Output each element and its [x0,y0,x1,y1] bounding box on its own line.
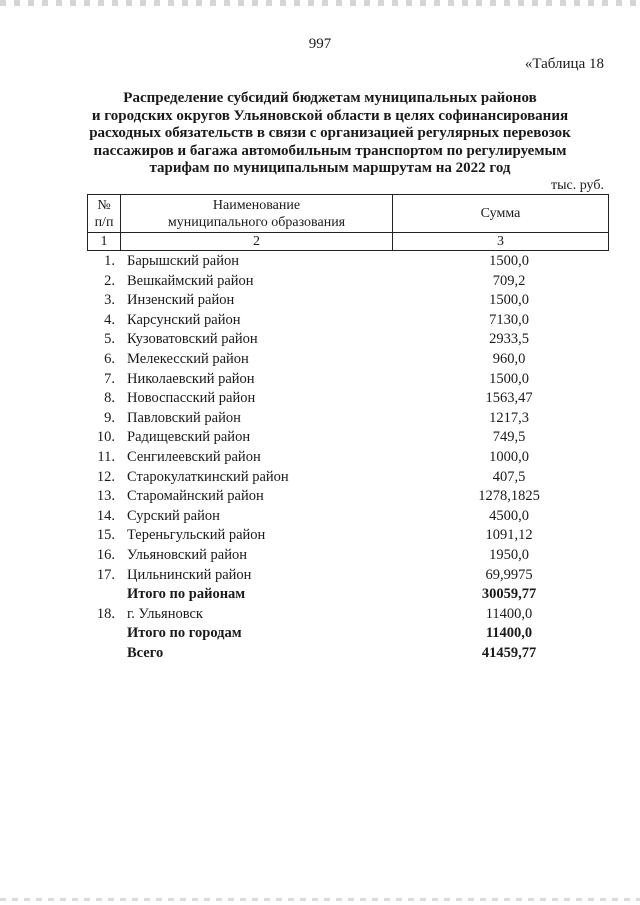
row-number: 4. [104,311,115,328]
table-row [87,330,608,350]
table-total-row [87,644,608,664]
header-number-symbol: № [97,197,111,213]
table-row [87,370,608,390]
table-row [87,468,608,488]
table-row [87,350,608,370]
row-sum: 1500,0 [489,292,529,309]
title-line: и городских округов Ульяновской области в целях софинансирования [91,107,569,124]
row-number: 15. [96,527,115,544]
row-name: Всего [127,644,164,661]
row-sum: 1278,1825 [478,488,540,505]
row-number: 7. [104,370,115,387]
row-sum: 30059,77 [481,586,537,603]
row-name: Ульяновский район [127,546,248,563]
header-cell-number [88,195,121,233]
row-number: 5. [104,331,115,348]
title-line: Распределение субсидий бюджетам муниципальных районов [123,90,537,106]
row-number: 6. [104,350,115,367]
header-name-line2: муниципального образования [167,214,346,230]
row-name: Тереньгульский район [127,527,266,544]
header-number-abbrev: п/п [94,214,114,230]
row-name: Старокулаткинский район [127,468,289,485]
table-row [87,526,608,546]
row-name: Павловский район [127,409,241,426]
row-number: 17. [96,566,115,583]
table-row [87,272,608,292]
row-name: Карсунский район [127,311,241,328]
table-row [87,605,608,625]
row-sum: 41459,77 [481,644,537,661]
title-line: расходных обязательств в связи с организацией регулярных перевозок [89,125,571,141]
row-number: 14. [96,507,115,524]
row-sum: 1563,47 [485,390,533,407]
row-number: 8. [104,390,115,407]
row-sum: 709,2 [492,272,526,289]
row-name: Кузоватовский район [127,331,258,348]
table-row [87,428,608,448]
row-number: 11. [97,448,115,465]
row-sum: 1950,0 [489,546,529,563]
table-total-row [87,585,608,605]
title-line: тарифам по муниципальным маршрутам на 2022 год [149,160,511,176]
scan-edge-bottom [0,898,640,901]
table-total-row [87,624,608,644]
row-sum: 1217,3 [489,409,529,426]
row-sum: 749,5 [492,429,526,446]
row-sum: 1000,0 [489,448,529,465]
table-row [87,487,608,507]
row-number: 13. [96,488,115,505]
row-number: 18. [96,605,115,622]
row-name: Сенгилеевский район [127,448,261,465]
row-number: 12. [96,468,115,485]
row-sum: 1500,0 [489,370,529,387]
row-sum: 2933,5 [489,331,529,348]
row-sum: 7130,0 [489,311,529,328]
header-index-1: 1 [88,233,121,251]
table-row [87,389,608,409]
page-number: 997 [308,36,332,52]
row-name: Радищевский район [127,429,251,446]
table-row [87,291,608,311]
table-row [87,409,608,429]
scan-edge-top [0,0,640,6]
row-sum: 69,9975 [485,566,533,583]
row-number: 2. [104,272,115,289]
row-name: Николаевский район [127,370,255,387]
row-name: Итого по районам [127,586,246,603]
row-number: 9. [104,409,115,426]
row-name: Итого по городам [127,625,242,642]
table-row [87,448,608,468]
table-header [87,194,609,251]
table-row [87,566,608,586]
units-label: тыс. руб. [551,178,604,193]
row-number: 3. [104,292,115,309]
table-row [87,311,608,331]
row-sum: 11400,0 [485,605,533,622]
row-name: Старомайнский район [127,488,264,505]
row-name: г. Ульяновск [127,605,203,622]
row-sum: 1500,0 [489,253,529,269]
row-number: 10. [96,429,115,446]
row-sum: 4500,0 [489,507,529,524]
table-row [87,507,608,527]
row-name: Цильнинский район [127,566,252,583]
header-name-line1: Наименование [212,197,301,213]
row-name: Инзенский район [127,292,235,309]
row-sum: 1091,12 [485,527,533,544]
table-reference: «Таблица 18 [524,56,604,72]
header-index-2: 2 [121,233,393,251]
row-number: 16. [96,546,115,563]
row-sum: 960,0 [492,350,526,367]
row-name: Барышский район [127,253,239,269]
table-body [87,252,608,663]
row-name: Новоспасский район [127,390,256,407]
row-name: Мелекесский район [127,350,249,367]
row-number: 1. [104,253,115,269]
table-row [87,546,608,566]
row-sum: 11400,0 [485,625,533,642]
header-cell-sum: Сумма [393,195,609,233]
title-line: пассажиров и багажа автомобильным транспортом по регулируемым [93,142,567,159]
header-index-3: 3 [393,233,609,251]
document-title [60,90,600,178]
row-name: Сурский район [127,507,220,524]
header-cell-name [121,195,393,233]
row-name: Вешкаймский район [127,272,254,289]
table-row [87,252,608,272]
row-sum: 407,5 [492,468,526,485]
